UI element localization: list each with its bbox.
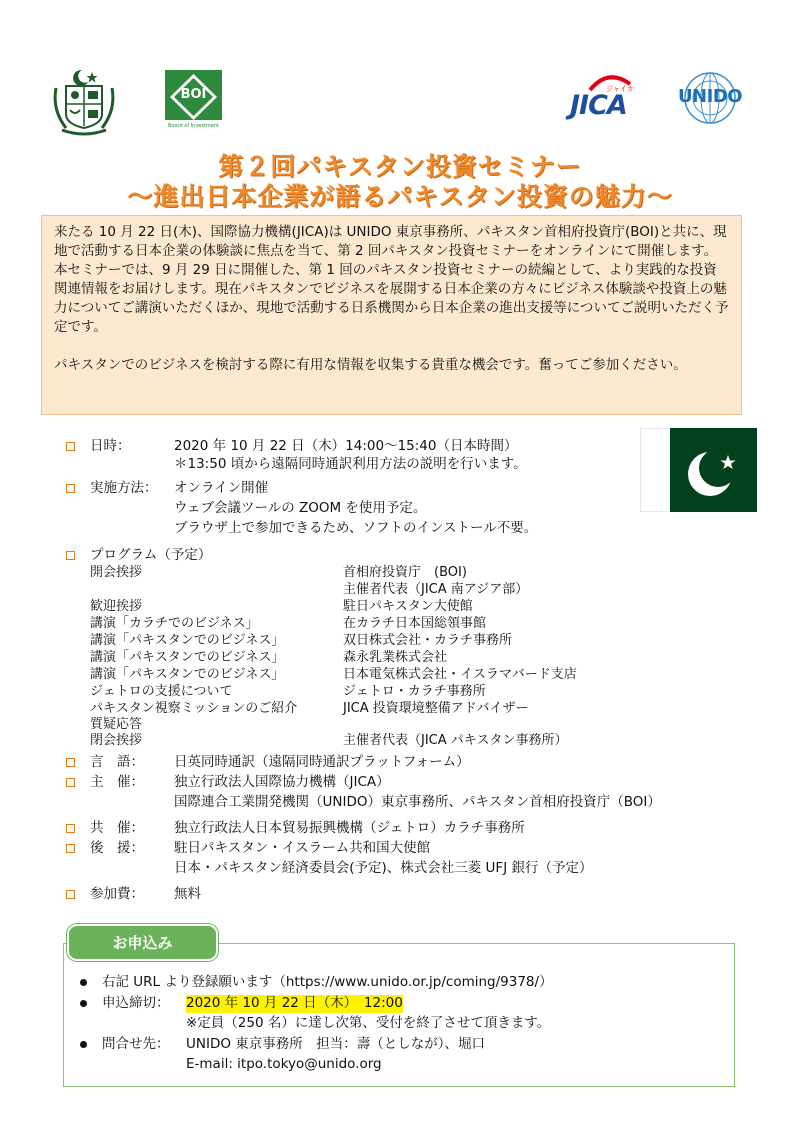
program-item: 講演「パキスタンでのビジネス」 <box>90 667 285 682</box>
support-value-1: 駐日パキスタン・イスラーム共和国大使館 <box>174 840 431 856</box>
host-label: 主 催： <box>90 774 144 790</box>
program-item: 講演「カラチでのビジネス」 <box>90 616 259 631</box>
contact-email[interactable]: E-mail: itpo.tokyo@unido.org <box>186 1056 382 1072</box>
datetime-label: 日時： <box>90 438 131 454</box>
jica-logo-small-text: ジャイカ <box>606 85 634 93</box>
method-label: 実施方法： <box>90 480 158 496</box>
program-item: 講演「パキスタンでのビジネス」 <box>90 650 285 665</box>
method-note-1: ウェブ会議ツールの ZOOM を使用予定。 <box>174 500 427 516</box>
language-label: 言 語： <box>90 754 144 770</box>
intro-box <box>41 215 742 415</box>
pakistan-flag <box>640 428 757 512</box>
program-item: ジェトロの支援について <box>90 684 233 699</box>
program-item: 閉会挨拶 <box>90 733 143 748</box>
application-tab-label: お申込み <box>112 934 173 952</box>
unido-logo-text: UNIDO <box>677 86 743 107</box>
bullet-cohost <box>66 824 75 833</box>
bullet-host <box>66 778 75 787</box>
program-speaker: 駐日パキスタン大使館 <box>343 599 473 614</box>
deadline-label: 申込締切： <box>102 995 170 1011</box>
program-item: 質疑応答 <box>90 717 143 732</box>
deadline-value: 2020 年 10 月 22 日（木） 12:00 <box>186 995 403 1011</box>
program-speaker: 在カラチ日本国総領事館 <box>343 616 487 631</box>
bullet-deadline <box>80 1000 87 1007</box>
boi-logo <box>165 70 222 133</box>
deadline-note: ※定員（250 名）に達し次第、受付を終了させて頂きます。 <box>186 1015 551 1031</box>
intro-paragraph-1: 来たる 10 月 22 日(木)、国際協力機構(JICA)は UNIDO 東京事務所、パキスタン首相府投資庁(BOI)と共に、現地で活動する日本企業の体験談に焦点を当て、第 2 回パキスタン投資セミナーをオンラインにて開催します。 <box>54 224 727 259</box>
application-tab <box>67 924 218 961</box>
unido-logo <box>677 70 743 127</box>
bullet-register <box>80 979 87 986</box>
host-value-1: 独立行政法人国際協力機構（JICA） <box>174 774 390 790</box>
fee-label: 参加費： <box>90 886 144 902</box>
page-title: 第２回パキスタン投資セミナー <box>218 152 582 181</box>
datetime-note: ＊13:50 頃から遠隔同時通訳利用方法の説明を行います。 <box>174 456 527 472</box>
language-value: 日英同時通訳（遠隔同時通訳プラットフォーム） <box>174 754 470 770</box>
pakistan-emblem-logo <box>52 68 116 136</box>
bullet-contact <box>80 1041 87 1048</box>
support-label: 後 援： <box>90 840 144 856</box>
fee-value: 無料 <box>174 886 201 902</box>
cohost-value: 独立行政法人日本貿易振興機構（ジェトロ）カラチ事務所 <box>174 820 525 836</box>
bullet-method <box>66 484 75 493</box>
datetime-value: 2020 年 10 月 22 日（木）14:00～15:40（日本時間） <box>174 438 518 454</box>
intro-paragraph-2: 本セミナーでは、9 月 29 日に開催した、第 1 回のパキスタン投資セミナーの続編として、より実践的な投資関連情報をお届けします。現在パキスタンでビジネスを展開する日本企業の方々にビジネス体験談や投資上の魅力についてご講演いただくほか、現地で活動する日系機関から日本企業の進出支援等についてご説明いただく予定です。 <box>54 262 729 335</box>
program-speaker: 双日株式会社・カラチ事務所 <box>343 633 513 648</box>
jica-logo <box>568 70 636 126</box>
bullet-support <box>66 844 75 853</box>
register-text: 右記 URL より登録願います（https://www.unido.or.jp/coming/9378/） <box>102 974 553 990</box>
program-item: 開会挨拶 <box>90 565 143 580</box>
program-item: 講演「パキスタンでのビジネス」 <box>90 633 285 648</box>
program-speaker: 主催者代表（JICA 南アジア部） <box>343 582 529 597</box>
program-speaker: 森永乳業株式会社 <box>343 650 448 665</box>
contact-label: 問合せ先： <box>102 1036 170 1052</box>
program-speaker: JICA 投資環境整備アドバイザー <box>343 701 529 716</box>
program-speaker: ジェトロ・カラチ事務所 <box>343 684 486 699</box>
contact-value: UNIDO 東京事務所 担当：壽（としなが）、堀口 <box>186 1036 486 1052</box>
program-speaker: 首相府投資庁 (BOI) <box>343 565 467 580</box>
bullet-program <box>66 551 75 560</box>
boi-logo-text: BOI <box>180 87 207 102</box>
jica-logo-text: JICA <box>570 90 627 121</box>
program-speaker: 主催者代表（JICA パキスタン事務所） <box>343 733 568 748</box>
method-note-2: ブラウザ上で参加できるため、ソフトのインストール不要。 <box>174 520 538 536</box>
boi-logo-caption: Board of Investment <box>167 123 219 129</box>
bullet-fee <box>66 890 75 899</box>
page-subtitle: ～進出日本企業が語るパキスタン投資の魅力～ <box>127 182 673 211</box>
host-value-2: 国際連合工業開発機関（UNIDO）東京事務所、パキスタン首相府投資庁（BOI） <box>174 794 661 810</box>
program-speaker: 日本電気株式会社・イスラマバード支店 <box>343 667 577 682</box>
program-item: 歓迎挨拶 <box>90 599 143 614</box>
bullet-language <box>66 758 75 767</box>
intro-paragraph-3: パキスタンでのビジネスを検討する際に有用な情報を収集する貴重な機会です。奮ってご参加ください。 <box>54 357 687 373</box>
bullet-datetime <box>66 442 75 451</box>
method-value: オンライン開催 <box>174 480 269 496</box>
program-label: プログラム（予定） <box>90 547 212 563</box>
program-item: パキスタン視察ミッションのご紹介 <box>90 701 298 716</box>
cohost-label: 共 催： <box>90 820 144 836</box>
support-value-2: 日本・パキスタン経済委員会(予定)、株式会社三菱 UFJ 銀行（予定） <box>174 860 593 876</box>
